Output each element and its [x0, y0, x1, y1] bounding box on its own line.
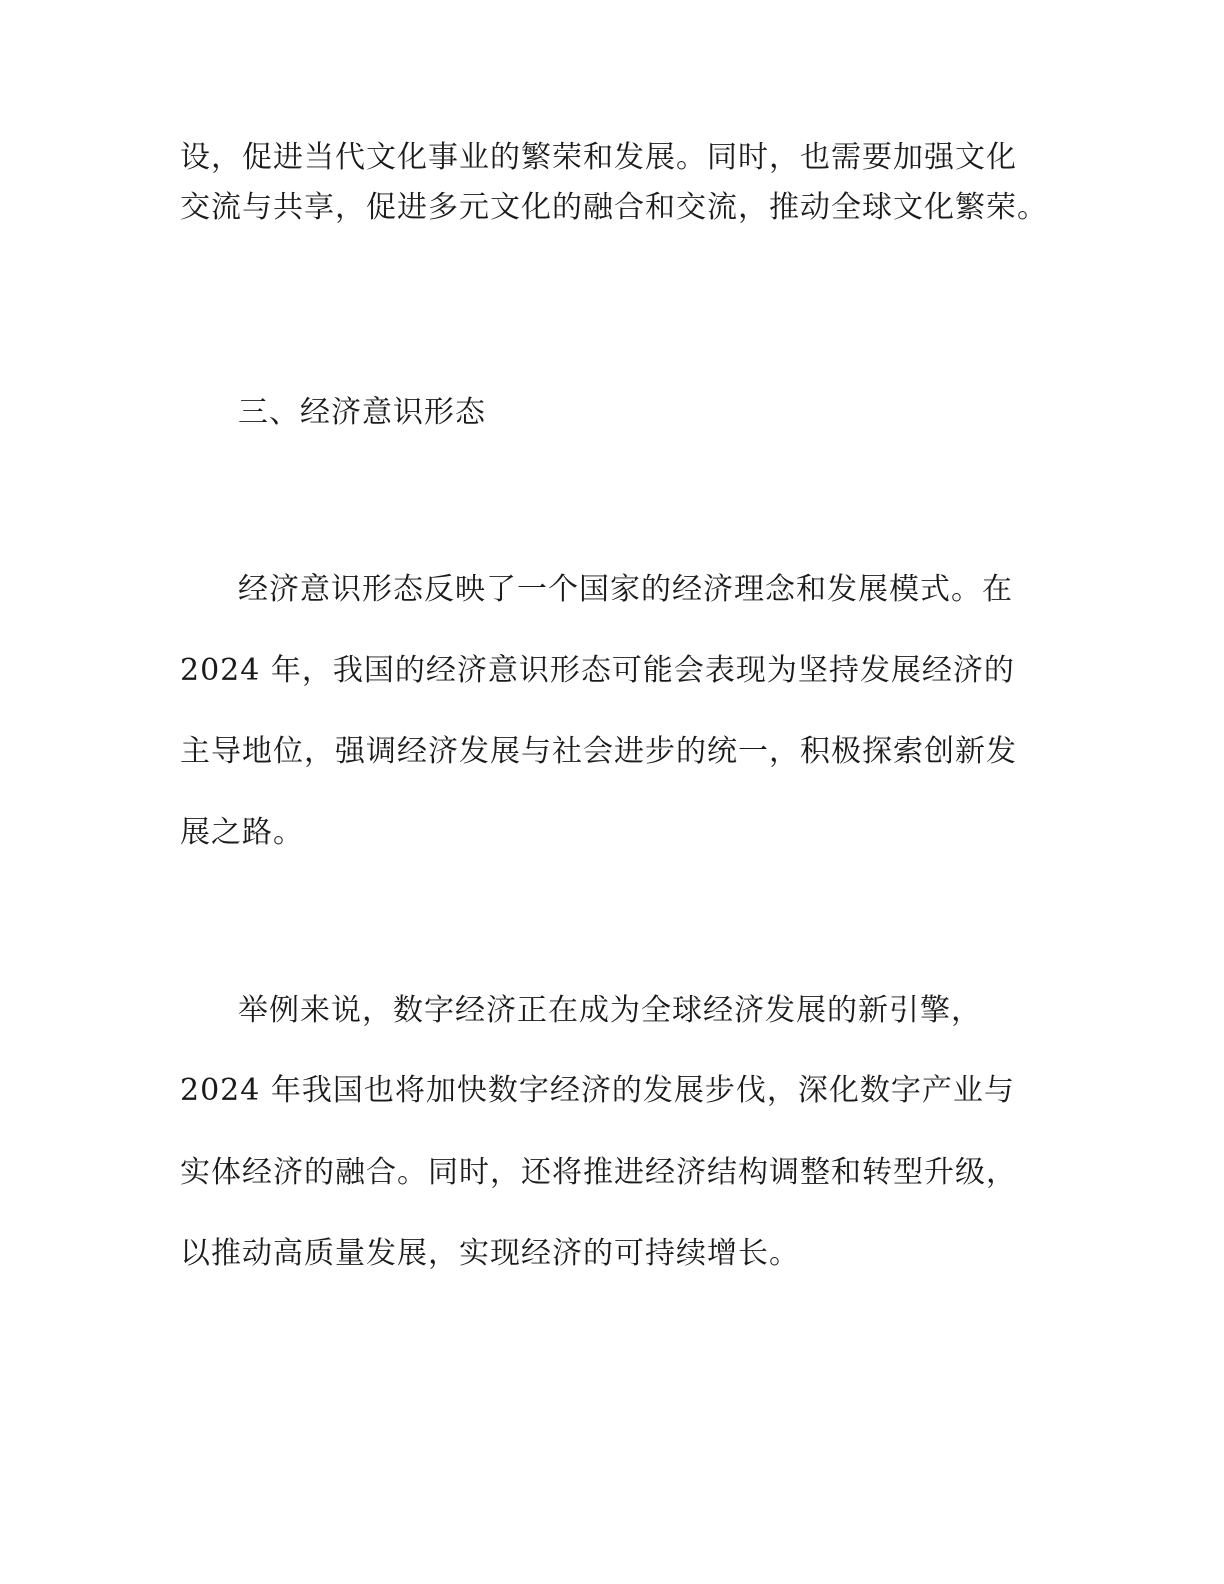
paragraph-line: 举例来说，数字经济正在成为全球经济发展的新引擎， [238, 993, 982, 1028]
paragraph-line: 经济意识形态反映了一个国家的经济理念和发展模式。在 [238, 572, 1013, 607]
paragraph-line: 主导地位，强调经济发展与社会进步的统一，积极探索创新发 [180, 734, 1017, 769]
paragraph-line: 实体经济的融合。同时，还将推进经济结构调整和转型升级， [180, 1155, 1017, 1190]
paragraph-line: 2024 年，我国的经济意识形态可能会表现为坚持发展经济的 [180, 653, 1015, 688]
paragraph-line: 交流与共享，促进多元文化的融合和交流，推动全球文化繁荣。 [180, 190, 1048, 225]
section-heading: 三、经济意识形态 [238, 395, 486, 430]
paragraph-line: 以推动高质量发展，实现经济的可持续增长。 [180, 1236, 800, 1271]
paragraph-line: 设，促进当代文化事业的繁荣和发展。同时，也需要加强文化 [180, 140, 1017, 175]
paragraph-line: 2024 年我国也将加快数字经济的发展步伐，深化数字产业与 [180, 1073, 1015, 1108]
paragraph-line: 展之路。 [180, 815, 304, 850]
